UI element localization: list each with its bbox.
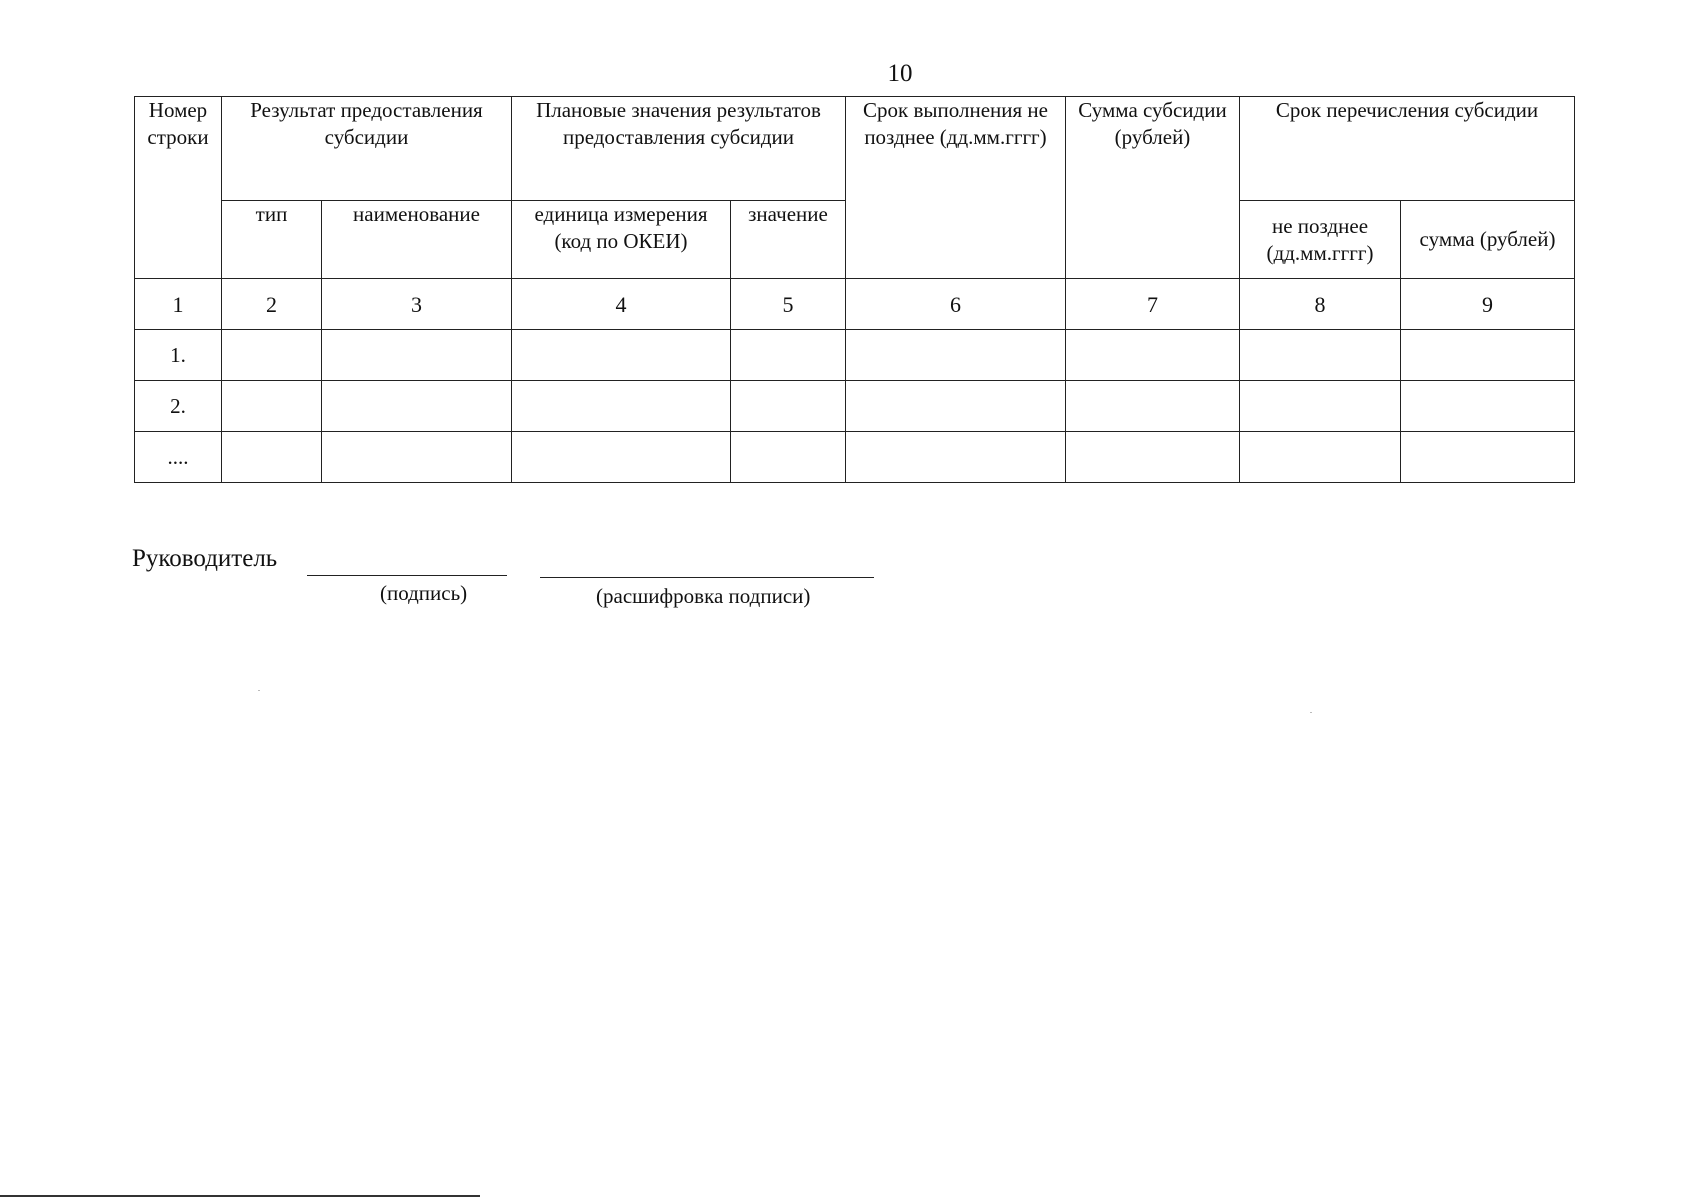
- table-row: [135, 381, 1575, 432]
- page-number: 10: [887, 60, 913, 87]
- table-cell: [1401, 432, 1575, 483]
- signature-label: Руководитель: [132, 545, 278, 572]
- column-number: 6: [846, 279, 1066, 330]
- table-cell: [1066, 381, 1240, 432]
- table-cell: [846, 381, 1066, 432]
- column-number: 4: [512, 279, 731, 330]
- header-transfer-schedule: Срок перечисления субсидии: [1240, 97, 1575, 201]
- subsidy-results-table: [134, 96, 1575, 483]
- table-cell: [1066, 330, 1240, 381]
- table-cell: [222, 381, 322, 432]
- row-number-cell: ....: [135, 432, 222, 483]
- table-cell: [731, 432, 846, 483]
- column-number: 3: [322, 279, 512, 330]
- scan-edge-line: [0, 1195, 480, 1197]
- column-number: 7: [1066, 279, 1240, 330]
- header-deadline: Срок выполнения не позднее (дд.мм.гггг): [846, 97, 1066, 279]
- table-cell: [846, 330, 1066, 381]
- column-number: 5: [731, 279, 846, 330]
- table-cell: [222, 330, 322, 381]
- table-row: [135, 330, 1575, 381]
- header-row-top: [135, 97, 1575, 201]
- scan-speck: [1310, 712, 1312, 713]
- header-type: тип: [222, 201, 322, 279]
- column-number: 1: [135, 279, 222, 330]
- header-subsidy-amount: Сумма субсидии (рублей): [1066, 97, 1240, 279]
- column-number-row: [135, 279, 1575, 330]
- table-row: [135, 432, 1575, 483]
- table-cell: [731, 381, 846, 432]
- row-number-cell: 1.: [135, 330, 222, 381]
- signature-line: [307, 575, 507, 576]
- scan-speck: [258, 690, 260, 691]
- header-name: наименование: [322, 201, 512, 279]
- table-cell: [322, 432, 512, 483]
- table-cell: [846, 432, 1066, 483]
- header-transfer-date: не позднее (дд.мм.гггг): [1240, 201, 1401, 279]
- table-cell: [322, 330, 512, 381]
- table-cell: [1240, 381, 1401, 432]
- header-result: Результат предоставления субсидии: [222, 97, 512, 201]
- header-planned-values: Плановые значения результатов предоставления субсидии: [512, 97, 846, 201]
- column-number: 2: [222, 279, 322, 330]
- table-cell: [512, 432, 731, 483]
- table-cell: [512, 381, 731, 432]
- table-cell: [1066, 432, 1240, 483]
- table-cell: [512, 330, 731, 381]
- header-row-number: Номер строки: [135, 97, 222, 279]
- column-number: 8: [1240, 279, 1401, 330]
- header-value: значение: [731, 201, 846, 279]
- table-cell: [322, 381, 512, 432]
- table-cell: [1240, 330, 1401, 381]
- table-cell: [1240, 432, 1401, 483]
- signature-decode-caption: (расшифровка подписи): [596, 584, 811, 608]
- column-number: 9: [1401, 279, 1575, 330]
- table-cell: [1401, 330, 1575, 381]
- row-number-cell: 2.: [135, 381, 222, 432]
- table-cell: [1401, 381, 1575, 432]
- table-cell: [222, 432, 322, 483]
- signature-decode-line: [540, 577, 874, 578]
- signature-caption: (подпись): [380, 581, 468, 605]
- header-transfer-amount: сумма (рублей): [1401, 201, 1575, 279]
- header-unit: единица измерения (код по ОКЕИ): [512, 201, 731, 279]
- table-cell: [731, 330, 846, 381]
